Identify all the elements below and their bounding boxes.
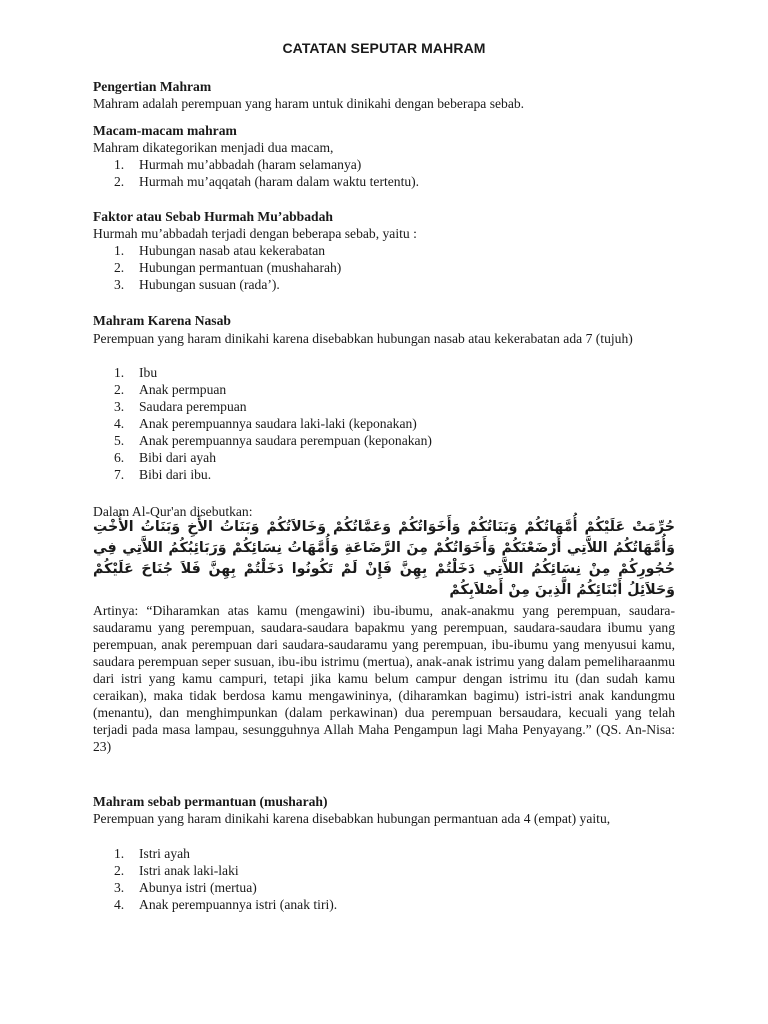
list-permantuan [93,845,337,913]
list-faktor [93,242,341,293]
list-item: 2. Istri anak laki-laki [114,863,239,878]
section-text-nasab: Perempuan yang haram dinikahi karena disebabkan hubungan nasab atau kekerabatan ada 7 (tujuh) [93,331,633,346]
list-item: 2. Hurmah mu’aqqatah (haram dalam waktu tertentu). [114,174,420,189]
list-item: 3. Saudara perempuan [114,399,247,414]
list-item: 1. Istri ayah [114,846,190,861]
quran-intro: Dalam Al-Qur'an disebutkan: [93,504,253,519]
quran-translation: Artinya: “Diharamkan atas kamu (mengawini) ibu-ibumu, anak-anakmu yang perempuan, saudara-saudaramu yang perempuan, saudara-saudara bapakmu yang perempuan, saudara-saudara ibumu yang perempuan, anak perempuan dari saudara-saudaramu yang perempuan, ibu-ibumu yang menyusui kamu, saudara perempuan seper susuan, ibu-ibu istrimu (mertua), anak-anak istrimu yang dalam pemeliharaanmu dari istri yang kamu campuri, tetapi jika kamu belum campur dengan istrimu itu (dan sudah kamu ceraikan), maka tidak berdosa kamu mengawininya, (diharamkan bagimu) istri-istri anak kandungmu (menantu), dan menghimpunkan (dalam perkawinan) dua perempuan bersaudara, kecuali yang telah terjadi pada masa lampau, sesungguhnya Allah Maha Pengampun lagi Maha Penyayang.” (QS. An-Nisa: 23) [93,603,675,754]
quran-arabic-verse: حُرِّمَتْ عَلَيْكُمْ أُمَّهَاتُكُمْ وَبَنَاتُكُمْ وَأَخَوَاتُكُمْ وَعَمَّاتُكُمْ وَخَالاَتُكُمْ وَبَنَاتُ الأَخِ وَبَنَاتُ الأُخْتِ وَأُمَّهَاتُكُمُ اللاَّتِي أَرْضَعْنَكُمْ وَأَخَوَاتُكُمْ مِنَ الرَّضَاعَةِ وَأُمَّهَاتُ نِسَائِكُمْ وَرَبَائِبُكُمُ اللاَّتِي فِي حُجُورِكُمْ مِنْ نِسَائِكُمُ اللاَّتِي دَخَلْتُمْ بِهِنَّ فَإِنْ لَمْ تَكُونُوا دَخَلْتُمْ بِهِنَّ فَلاَ جُنَاحَ عَلَيْكُمْ وَحَلاَئِلُ أَبْنَائِكُمُ الَّذِينَ مِنْ أَصْلاَبِكُمْ [93,519,675,598]
section-heading-nasab: Mahram Karena Nasab [93,313,231,328]
list-item: 2. Anak permpuan [114,382,227,397]
list-item: 7. Bibi dari ibu. [114,467,212,482]
section-heading-macam: Macam-macam mahram [93,123,237,138]
list-nasab [93,364,432,483]
list-item: 3. Hubungan susuan (rada’). [114,277,280,292]
section-text-macam: Mahram dikategorikan menjadi dua macam, [93,140,334,155]
section-heading-pengertian: Pengertian Mahram [93,79,212,94]
list-item: 5. Anak perempuannya saudara perempuan (keponakan) [114,433,432,448]
list-item: 6. Bibi dari ayah [114,450,217,465]
list-item: 4. Anak perempuannya saudara laki-laki (keponakan) [114,416,417,431]
list-item: 1. Ibu [114,365,158,380]
list-item: 3. Abunya istri (mertua) [114,880,257,895]
section-text-pengertian: Mahram adalah perempuan yang haram untuk dinikahi dengan beberapa sebab. [93,96,525,111]
list-item: 4. Anak perempuannya istri (anak tiri). [114,897,338,912]
list-macam [93,156,419,190]
section-text-permantuan: Perempuan yang haram dinikahi karena disebabkan hubungan permantuan ada 4 (empat) yaitu, [93,811,611,826]
section-heading-permantuan: Mahram sebab permantuan (musharah) [93,794,328,809]
section-heading-faktor: Faktor atau Sebab Hurmah Mu’abbadah [93,209,333,224]
list-item: 1. Hubungan nasab atau kekerabatan [114,243,326,258]
list-item: 2. Hubungan permantuan (mushaharah) [114,260,342,275]
list-item: 1. Hurmah mu’abbadah (haram selamanya) [114,157,362,172]
document-title: CATATAN SEPUTAR MAHRAM [282,40,486,56]
section-text-faktor: Hurmah mu’abbadah terjadi dengan beberapa sebab, yaitu : [93,226,417,241]
